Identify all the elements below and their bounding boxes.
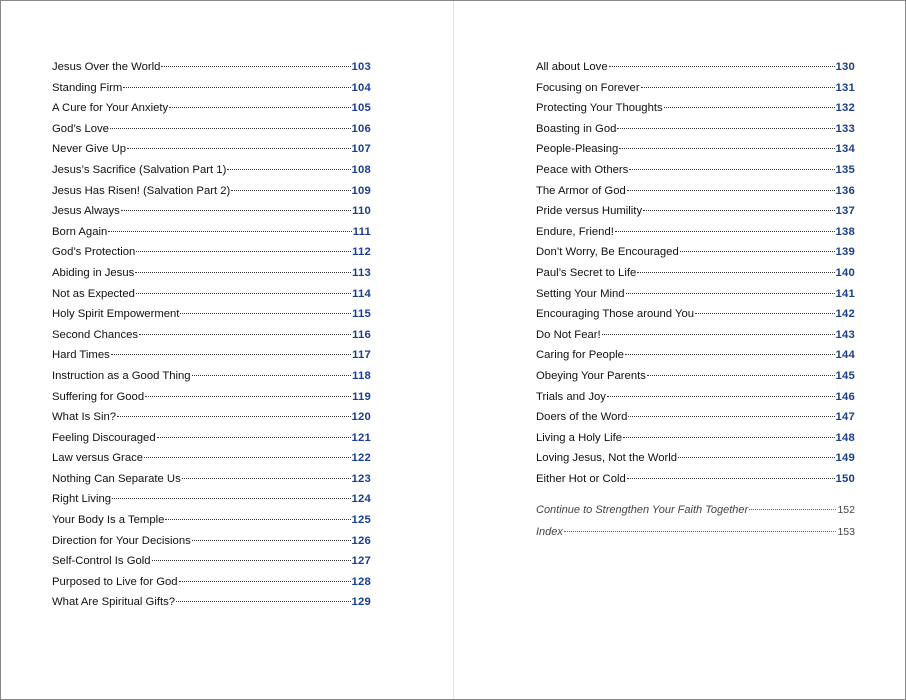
dot-leader: [108, 231, 352, 232]
toc-entry-page-number: 109: [351, 184, 371, 197]
toc-entry[interactable]: [52, 572, 371, 593]
toc-entry[interactable]: [52, 592, 371, 613]
toc-entry-title: Standing Firm: [52, 81, 123, 94]
toc-entry[interactable]: [536, 263, 855, 284]
dot-leader: [145, 396, 351, 397]
dot-leader: [629, 169, 834, 170]
toc-entry-title: God’s Protection: [52, 246, 136, 259]
toc-entry-title: Abiding in Jesus: [52, 266, 135, 279]
dot-leader: [615, 231, 835, 232]
toc-entry[interactable]: [536, 469, 855, 490]
toc-entry-page-number: 136: [835, 184, 855, 197]
dot-leader: [176, 601, 350, 602]
toc-entry-page-number: 149: [835, 452, 855, 465]
toc-entry-page-number: 131: [835, 81, 855, 94]
dot-leader: [627, 478, 835, 479]
toc-entry[interactable]: [52, 263, 371, 284]
dot-leader: [609, 66, 835, 67]
dot-leader: [678, 457, 834, 458]
page-gutter: [453, 1, 454, 699]
toc-entry-title: Do Not Fear!: [536, 328, 601, 341]
toc-entry-page-number: 108: [351, 163, 371, 176]
toc-entry-title: All about Love: [536, 61, 608, 73]
toc-entry-page-number: 125: [351, 514, 371, 527]
toc-entry-title: Law versus Grace: [52, 452, 144, 465]
toc-entry-title: Jesus’s Sacrifice (Salvation Part 1): [52, 163, 227, 176]
dot-leader: [135, 272, 351, 273]
toc-entry[interactable]: [536, 119, 855, 140]
toc-entry-title: Protecting Your Thoughts: [536, 102, 663, 115]
toc-entry-page-number: 128: [351, 575, 371, 588]
toc-entry[interactable]: [536, 448, 855, 469]
toc-entry[interactable]: [536, 345, 855, 366]
toc-entry[interactable]: [536, 78, 855, 99]
toc-entry-title: Hard Times: [52, 349, 110, 362]
dot-leader: [643, 210, 834, 211]
toc-entry-page-number: 106: [351, 122, 371, 135]
toc-entry-page-number: 137: [835, 205, 855, 218]
toc-entry[interactable]: [52, 366, 371, 387]
toc-entry-page-number: 146: [835, 390, 855, 403]
toc-entry-page-number: 140: [835, 266, 855, 279]
toc-entry-page-number: 153: [837, 526, 855, 539]
toc-entry-title: Your Body Is a Temple: [52, 514, 165, 527]
toc-entry[interactable]: [52, 407, 371, 428]
toc-entry-title: Continue to Strengthen Your Faith Together: [536, 504, 749, 517]
dot-leader: [157, 437, 351, 438]
toc-entry-page-number: 143: [835, 328, 855, 341]
toc-entry[interactable]: [536, 304, 855, 325]
toc-entry[interactable]: [52, 222, 371, 243]
dot-leader: [169, 107, 350, 108]
dot-leader: [139, 334, 351, 335]
toc-entry-page-number: 138: [835, 225, 855, 238]
toc-entry[interactable]: [536, 181, 855, 202]
dot-leader: [144, 457, 351, 458]
toc-entry-title: Not as Expected: [52, 287, 135, 300]
toc-entry[interactable]: [52, 242, 371, 263]
dot-leader: [152, 560, 351, 561]
toc-entry[interactable]: [52, 428, 371, 449]
toc-entry[interactable]: [536, 325, 855, 346]
toc-entry-title: Never Give Up: [52, 143, 127, 156]
dot-leader: [112, 498, 351, 499]
dot-leader: [607, 396, 835, 397]
dot-leader: [231, 190, 350, 191]
dot-leader: [110, 128, 351, 129]
toc-entry[interactable]: [52, 98, 371, 119]
toc-entry-title: What Are Spiritual Gifts?: [52, 596, 176, 609]
toc-entry-title: Don’t Worry, Be Encouraged: [536, 246, 679, 259]
toc-entry-title: Second Chances: [52, 328, 139, 341]
toc-entry-page-number: 145: [835, 369, 855, 382]
dot-leader: [641, 87, 835, 88]
toc-entry[interactable]: [52, 325, 371, 346]
dot-leader: [127, 148, 350, 149]
dot-leader: [227, 169, 350, 170]
dot-leader: [637, 272, 834, 273]
toc-entry-title: Holy Spirit Empowerment: [52, 308, 180, 321]
toc-entry-page-number: 150: [835, 472, 855, 485]
toc-entry-title: Doers of the Word: [536, 411, 628, 424]
toc-entry-page-number: 123: [351, 472, 371, 485]
toc-entry-page-number: 121: [351, 431, 371, 444]
toc-entry-page-number: 142: [835, 308, 855, 321]
toc-entry-title: People-Pleasing: [536, 143, 619, 156]
dot-leader: [623, 437, 835, 438]
toc-entry-title: Trials and Joy: [536, 390, 606, 403]
toc-entry-title: Feeling Discouraged: [52, 431, 156, 444]
dot-leader: [165, 519, 350, 520]
toc-entry[interactable]: [52, 78, 371, 99]
toc-entry[interactable]: [536, 366, 855, 387]
toc-entry-page-number: 132: [835, 102, 855, 115]
toc-entry-title: Purposed to Live for God: [52, 575, 178, 588]
toc-entry-page-number: 127: [351, 555, 371, 568]
toc-entry-page-number: 119: [352, 390, 371, 403]
toc-entry-title: The Armor of God: [536, 184, 626, 197]
toc-entry[interactable]: [536, 387, 855, 408]
toc-entry-title: Caring for People: [536, 349, 624, 362]
toc-entry[interactable]: [536, 284, 855, 305]
dot-leader: [680, 251, 835, 252]
toc-entry[interactable]: [52, 57, 371, 78]
toc-entry-page-number: 144: [835, 349, 855, 362]
toc-entry[interactable]: [52, 304, 371, 325]
toc-entry-title: Index: [536, 526, 563, 539]
dot-leader: [602, 334, 835, 335]
toc-entry[interactable]: [536, 222, 855, 243]
toc-entry-title: Paul’s Secret to Life: [536, 266, 637, 279]
toc-entry[interactable]: [52, 531, 371, 552]
toc-entry-title: Born Again: [52, 225, 108, 238]
dot-leader: [664, 107, 835, 108]
toc-entry-page-number: 105: [351, 102, 371, 115]
dot-leader: [136, 293, 351, 294]
toc-entry[interactable]: [52, 160, 371, 181]
toc-entry-title: Endure, Friend!: [536, 225, 614, 238]
toc-entry-page-number: 115: [352, 308, 371, 321]
toc-entry[interactable]: [52, 448, 371, 469]
toc-entry[interactable]: [52, 489, 371, 510]
toc-entry-page-number: 111: [352, 225, 371, 238]
dot-leader: [564, 531, 837, 532]
dot-leader: [179, 581, 351, 582]
toc-entry-title: Peace with Others: [536, 163, 629, 176]
toc-entry[interactable]: [52, 345, 371, 366]
dot-leader: [121, 210, 351, 211]
toc-entry-title: Self-Control Is Gold: [52, 555, 151, 568]
toc-entry-title: Focusing on Forever: [536, 81, 640, 94]
toc-entry-title: Loving Jesus, Not the World: [536, 452, 678, 465]
toc-entry-title: Living a Holy Life: [536, 431, 623, 444]
toc-entry[interactable]: [52, 469, 371, 490]
toc-entry[interactable]: [536, 242, 855, 263]
dot-leader: [617, 128, 834, 129]
right-toc-list: [536, 57, 855, 489]
right-page: [536, 57, 855, 543]
toc-entry-page-number: 141: [835, 287, 855, 300]
toc-entry[interactable]: [536, 428, 855, 449]
toc-entry-page-number: 104: [351, 81, 371, 94]
toc-entry-page-number: 147: [835, 411, 855, 424]
toc-entry-page-number: 135: [835, 163, 855, 176]
left-toc-list: [52, 57, 371, 613]
toc-entry-title: Suffering for Good: [52, 390, 145, 403]
toc-entry[interactable]: [536, 407, 855, 428]
dot-leader: [647, 375, 835, 376]
dot-leader: [619, 148, 834, 149]
toc-entry-page-number: 113: [352, 266, 371, 279]
toc-entry[interactable]: [52, 201, 371, 222]
dot-leader: [111, 354, 351, 355]
toc-entry[interactable]: [52, 284, 371, 305]
toc-entry-title: God’s Love: [52, 122, 109, 135]
toc-entry-title: Right Living: [52, 493, 112, 506]
dot-leader: [627, 190, 835, 191]
dot-leader: [192, 375, 352, 376]
dot-leader: [628, 416, 834, 417]
dot-leader: [123, 87, 350, 88]
dot-leader: [192, 540, 351, 541]
toc-entry-page-number: 130: [835, 61, 855, 73]
toc-entry-page-number: 112: [352, 246, 371, 259]
toc-entry[interactable]: [52, 510, 371, 531]
toc-entry-page-number: 103: [351, 61, 371, 73]
toc-entry-page-number: 126: [351, 534, 371, 547]
dot-leader: [626, 293, 835, 294]
dot-leader: [161, 66, 350, 67]
toc-entry-page-number: 116: [352, 328, 371, 341]
toc-entry-page-number: 122: [351, 452, 371, 465]
toc-entry-page-number: 117: [352, 349, 371, 362]
toc-entry-title: Setting Your Mind: [536, 287, 625, 300]
toc-entry-title: Either Hot or Cold: [536, 472, 626, 485]
toc-entry-page-number: 152: [837, 504, 855, 517]
toc-entry-title: Nothing Can Separate Us: [52, 472, 181, 485]
toc-entry-page-number: 129: [351, 596, 371, 609]
toc-entry[interactable]: [52, 387, 371, 408]
toc-entry-title: Boasting in God: [536, 122, 617, 135]
dot-leader: [180, 313, 351, 314]
toc-entry[interactable]: [536, 160, 855, 181]
toc-entry[interactable]: [52, 181, 371, 202]
toc-entry-page-number: 114: [352, 287, 371, 300]
left-page: [52, 57, 371, 613]
toc-entry-title: Pride versus Humility: [536, 205, 643, 218]
toc-entry-page-number: 124: [351, 493, 371, 506]
toc-entry-page-number: 134: [835, 143, 855, 156]
dot-leader: [136, 251, 351, 252]
toc-entry[interactable]: [52, 119, 371, 140]
toc-entry-page-number: 139: [835, 246, 855, 259]
toc-entry-page-number: 120: [351, 411, 371, 424]
dot-leader: [695, 313, 834, 314]
back-matter-list: [536, 499, 855, 543]
toc-entry[interactable]: [52, 139, 371, 160]
toc-entry-title: A Cure for Your Anxiety: [52, 102, 169, 115]
toc-entry-title: Instruction as a Good Thing: [52, 369, 191, 382]
toc-entry-title: Jesus Over the World: [52, 61, 161, 73]
toc-entry[interactable]: [536, 201, 855, 222]
back-matter-entry[interactable]: [536, 521, 855, 543]
dot-leader: [625, 354, 835, 355]
dot-leader: [117, 416, 351, 417]
toc-entry[interactable]: [536, 98, 855, 119]
toc-entry-title: Direction for Your Decisions: [52, 534, 191, 547]
toc-entry-title: What Is Sin?: [52, 411, 117, 424]
toc-entry-title: Obeying Your Parents: [536, 369, 646, 382]
toc-entry-title: Jesus Always: [52, 205, 120, 218]
toc-entry-page-number: 110: [352, 205, 371, 218]
toc-entry[interactable]: [52, 551, 371, 572]
toc-entry-page-number: 107: [351, 143, 371, 156]
dot-leader: [182, 478, 351, 479]
toc-entry-page-number: 133: [835, 122, 855, 135]
toc-entry-page-number: 118: [352, 369, 371, 382]
back-matter-entry[interactable]: [536, 499, 855, 521]
dot-leader: [749, 509, 836, 510]
toc-entry[interactable]: [536, 139, 855, 160]
toc-entry-title: Encouraging Those around You: [536, 308, 695, 321]
toc-entry-title: Jesus Has Risen! (Salvation Part 2): [52, 184, 231, 197]
toc-entry-page-number: 148: [835, 431, 855, 444]
toc-entry[interactable]: [536, 57, 855, 78]
